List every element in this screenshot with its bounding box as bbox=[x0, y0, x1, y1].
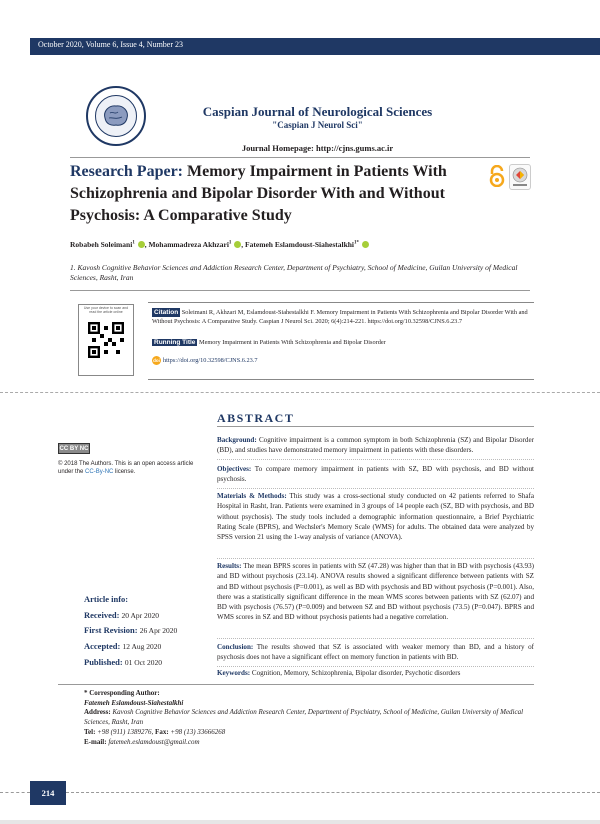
footer-band bbox=[0, 820, 600, 824]
orcid-icon[interactable] bbox=[234, 241, 241, 248]
author-sup: 1 bbox=[228, 240, 232, 246]
tel-label: Tel: bbox=[84, 727, 96, 736]
corresponding-author bbox=[84, 689, 534, 747]
section-label: Conclusion: bbox=[217, 643, 254, 651]
cc-license-link[interactable]: CC-By-NC bbox=[85, 469, 114, 475]
article-info bbox=[84, 592, 214, 671]
divider bbox=[0, 792, 30, 793]
email-text[interactable]: fatemeh.eslamdoust@gmail.com bbox=[108, 737, 200, 746]
crossmark-icon[interactable] bbox=[509, 164, 531, 190]
info-value: 26 Apr 2020 bbox=[139, 626, 178, 636]
section-label: Objectives: bbox=[217, 465, 252, 473]
issue-banner bbox=[30, 38, 600, 55]
doi-icon: doi bbox=[153, 358, 160, 363]
running-title-text: Memory Impairment in Patients With Schizophrenia and Bipolar Disorder bbox=[198, 339, 386, 346]
address-label: Address: bbox=[84, 708, 111, 717]
revision-row bbox=[84, 623, 214, 639]
license-text bbox=[58, 460, 198, 476]
author-name: Fatemeh Eslamdoust-Siahestalkhi bbox=[245, 240, 355, 249]
cc-license-badge[interactable]: CC BY NC bbox=[58, 443, 90, 454]
journal-title: Caspian Journal of Neurological Sciences bbox=[202, 104, 433, 119]
abstract-background bbox=[217, 435, 534, 456]
author-sup: 1 bbox=[132, 240, 135, 246]
section-text: To compare memory impairment in patients with SZ, BD with psychosis, and BD without psychosis. bbox=[217, 465, 534, 484]
info-label: Published: bbox=[84, 656, 123, 667]
orcid-icon[interactable] bbox=[138, 241, 145, 248]
abstract-results bbox=[217, 561, 534, 623]
section-text: Cognitive impairment is a common symptom in both Schizophrenia (SZ) and Bipolar Disorder (BD), and studies have demonstrated memory impairment in patients with these disorders. bbox=[217, 436, 534, 455]
abstract-conclusion bbox=[217, 642, 534, 663]
license-pre: © 2018 The Authors. This is an open access article under the bbox=[58, 461, 194, 475]
address-text: Kavosh Cognitive Behavior Sciences and Addiction Research Center, Department of Psychiatry, School of Medicine, Guilan University of Medical Sciences, Rasht, Iran bbox=[84, 708, 524, 727]
affiliation: 1. Kavosh Cognitive Behavior Sciences and Addiction Research Center, Department of Psychiatry, School of Medicine, Guilan University of Medical Sciences, Rasht, Iran bbox=[70, 263, 518, 282]
info-label: Accepted: bbox=[84, 641, 121, 652]
article-info-heading: Article info: bbox=[84, 594, 129, 604]
divider bbox=[66, 792, 600, 793]
license-post: license. bbox=[115, 469, 136, 475]
address-line bbox=[84, 708, 534, 727]
brain-icon bbox=[96, 96, 136, 136]
info-value: 12 Aug 2020 bbox=[122, 642, 162, 652]
citation bbox=[152, 308, 530, 327]
section-text: Cognition, Memory, Schizophrenia, Bipolar disorder, Psychotic disorders bbox=[251, 669, 461, 677]
citation-label: Citation bbox=[154, 309, 179, 316]
paper-title bbox=[70, 161, 490, 227]
doi-link[interactable]: https://doi.org/10.32598/CJNS.6.23.7 bbox=[163, 356, 258, 364]
running-title-label: Running Title bbox=[154, 339, 196, 346]
section-label: Keywords: bbox=[217, 669, 251, 677]
author-name: Mohammadreza Akhzari bbox=[148, 240, 229, 249]
author-sup: 1* bbox=[354, 240, 360, 246]
fax-label: Fax: bbox=[155, 727, 169, 736]
tel-text: +98 (911) 1389276, bbox=[97, 727, 154, 736]
divider bbox=[70, 290, 530, 291]
accepted-row bbox=[84, 639, 214, 655]
orcid-icon[interactable] bbox=[362, 241, 369, 248]
info-label: Received: bbox=[84, 609, 120, 620]
section-text: The results showed that SZ is associated with weaker memory than BD, and a history of psychosis does not have a significant effect on memory function in patients with BD. bbox=[217, 643, 534, 662]
paper-title-text: Memory Impairment in Patients With Schizophrenia and Bipolar Disorder With and Without Psychosis: A Comparative Study bbox=[70, 163, 447, 224]
citation-text: Soleimani R, Akhzari M, Eslamdoust-Siahestalkhi F. Memory Impairment in Patients With Schizophrenia and Bipolar Disorder With and Without Psychosis: A Comparative Study. Caspian J Neurol Sci. 2020; 6(4):214-221. https://doi.org/10.32598/CJNS.6.23.7 bbox=[152, 309, 528, 326]
divider bbox=[217, 488, 534, 489]
email-line bbox=[84, 738, 534, 748]
divider bbox=[58, 684, 534, 685]
abstract-keywords bbox=[217, 668, 534, 678]
running-title bbox=[152, 339, 530, 346]
info-label: First Revision: bbox=[84, 625, 138, 636]
paper-type-label: Research Paper: bbox=[70, 163, 183, 180]
author-list: Robabeh Soleimani$^1$ , Mohammadreza Akhzari$^1$ , Fatemeh Eslamdoust-Siahestalkhi$^{1*}$ bbox=[70, 240, 540, 249]
email-label: E-mail: bbox=[84, 737, 107, 746]
qr-caption: Use your device to scan and read the article online bbox=[83, 306, 129, 314]
published-row bbox=[84, 655, 214, 671]
divider bbox=[217, 666, 534, 667]
divider bbox=[70, 157, 530, 158]
abstract-heading: ABSTRACT bbox=[217, 411, 295, 425]
volume-line: October 2020, Volume 6, Issue 4, Number 23 bbox=[38, 40, 184, 49]
doi-line bbox=[152, 356, 530, 365]
abstract-methods bbox=[217, 491, 534, 542]
page-number: 214 bbox=[30, 781, 66, 805]
journal-abbreviation: "Caspian J Neurol Sci" bbox=[272, 120, 363, 130]
info-value: 20 Apr 2020 bbox=[121, 610, 160, 620]
divider bbox=[217, 638, 534, 639]
corresponding-heading: * Corresponding Author: bbox=[84, 689, 160, 697]
section-label: Materials & Methods: bbox=[217, 492, 287, 500]
received-row bbox=[84, 608, 214, 624]
tel-line bbox=[84, 728, 534, 738]
author-name: Robabeh Soleimani bbox=[70, 240, 133, 249]
fax-text: +98 (13) 33666268 bbox=[170, 727, 226, 736]
divider bbox=[0, 392, 600, 394]
corresponding-name: Fatemeh Eslamdoust-Siahestalkhi bbox=[84, 698, 184, 707]
section-text: This study was a cross-sectional study conducted on 42 patients referred to Shafa Hospital in Rasht, Iran. Patients were examined in 3 groups of 14 people each (SZ, BD with psychosis, and BD without psychosis). The study tools included a demographic information questionnaire, a Brief Psychiatric Rating Scale (BPRS), and Wechsler's Memory Scale (WMS) for adults. The obtained data were analyzed by SPSS version 21 using the 1-way analysis of variance (ANOVA). bbox=[217, 492, 534, 542]
section-label: Results: bbox=[217, 562, 242, 570]
divider bbox=[217, 459, 534, 460]
divider bbox=[217, 558, 534, 559]
section-text: The mean BPRS scores in patients with SZ (47.28) was higher than that in BD with psychosis (43.93) and BD without psychosis (23.14). ANOVA results showed a significant difference between patients with SZ and BD without psychosis (P=0.001), as well as BD with psychosis and BD without psychosis (P=0.001). Also, there was a statistically significant difference in the mean WMS scores between patients with SZ (62.07) and BD with psychosis (76.57) (P=0.009) and between SZ and BD without psychosis (73.5) (P=0.047). BPRS and WMS scores in SZ and BD without psychosis patients had a negative correlation. bbox=[217, 562, 534, 622]
qr-code-icon[interactable] bbox=[88, 322, 124, 358]
journal-logo-emblem bbox=[95, 95, 137, 137]
info-value: 01 Oct 2020 bbox=[124, 657, 162, 667]
section-label: Background: bbox=[217, 436, 257, 444]
journal-homepage[interactable]: Journal Homepage: http://cjns.gums.ac.ir bbox=[241, 143, 394, 153]
open-access-icon bbox=[488, 165, 506, 187]
abstract-objectives bbox=[217, 464, 534, 485]
divider bbox=[217, 426, 534, 427]
